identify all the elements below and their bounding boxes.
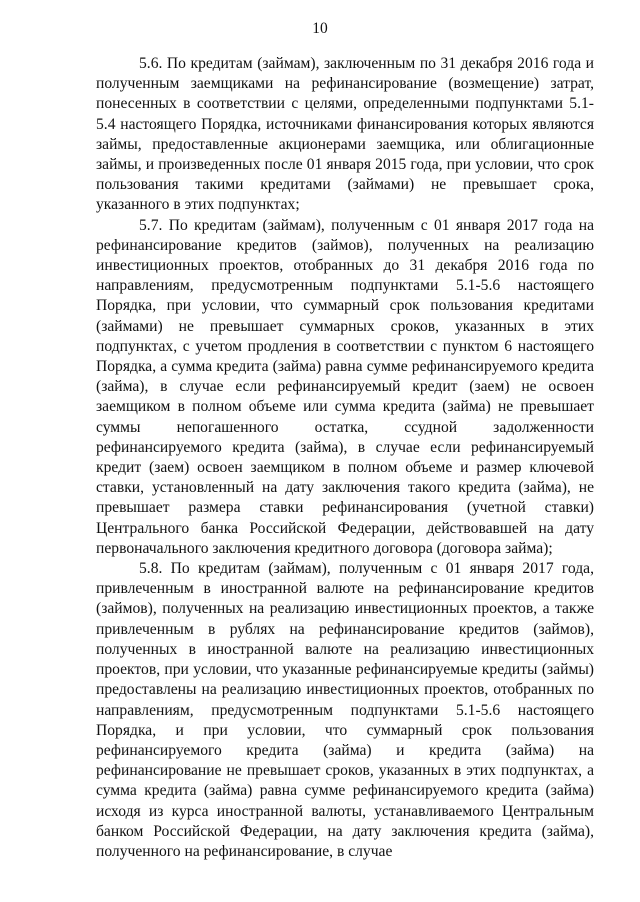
paragraph-5-7: 5.7. По кредитам (займам), полученным с 01 января 2017 года на рефинансирование кредитов (займов), полученных на реализацию инвестиционных проектов, отобранных до 31 декабря 2016 года по направлениям, предусмотренным подпунктами 5.1-5.6 настоящего Порядка, при условии, что суммарный срок пользования кредитами (займами) не превышает суммарных сроков, указанных в этих подпунктах, с учетом продления в соответствии с пунктом 6 настоящего Порядка, а сумма кредита (займа) равна сумме рефинансируемого кредита (займа), в случае если рефинансируемый кредит (заем) не освоен заемщиком в полном объеме или сумма кредита (займа) не превышает суммы непогашенного остатка, ссудной задолженности рефинансируемого кредита (займа), в случае если рефинансируемый кредит (заем) освоен заемщиком в полном объеме и размер ключевой ставки, установленный на дату заключения такого кредита (займа), не превышает размера ставки рефинансирования (учетной ставки) Центрального банка Российской Федерации, действовавшей на дату первоначального заключения кредитного договора (договора займа);: [96, 216, 594, 557]
paragraph-5-8: 5.8. По кредитам (займам), полученным с 01 января 2017 года, привлеченным в иностранной валюте на рефинансирование кредитов (займов), полученных на реализацию инвестиционных проектов, а также привлеченным в рублях на рефинансирование кредитов (займов), полученных в иностранной валюте на реализацию инвестиционных проектов, при условии, что указанные рефинансируемые кредиты (займы) предоставлены на реализацию инвестиционных проектов, отобранных по направлениям, предусмотренным подпунктами 5.1-5.6 настоящего Порядка, и при условии, что суммарный срок пользования рефинансируемого кредита (займа) и кредита (займа) на рефинансирование не превышает сроков, указанных в этих подпунктах, а сумма кредита (займа) равна сумме рефинансируемого кредита (займа) исходя из курса иностранной валюты, устанавливаемого Центральным банком Российской Федерации, на дату заключения кредита (займа), полученного на рефинансирование, в случае: [96, 560, 594, 860]
paragraph-5-6: 5.6. По кредитам (займам), заключенным по 31 декабря 2016 года и полученным заемщиками на рефинансирование (возмещение) затрат, понесенных в соответствии с целями, определенными подпунктами 5.1-5.4 настоящего Порядка, источниками финансирования которых являются займы, предоставленные акционерами заемщика, или облигационные займы, и произведенных после 01 января 2015 года, при условии, что срок пользования такими кредитами (займами) не превышает срока, указанного в этих подпунктах;: [96, 55, 594, 214]
page-number: 10: [312, 20, 328, 37]
document-body: [96, 54, 594, 862]
